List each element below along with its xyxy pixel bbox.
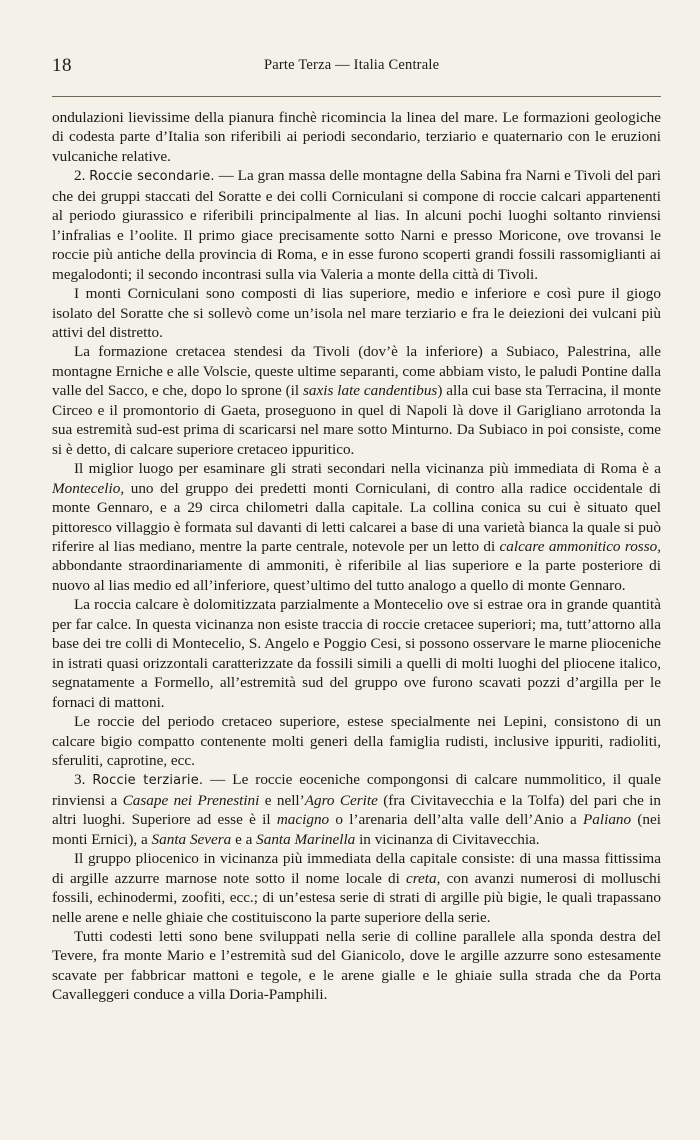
paragraph-5: Il miglior luogo per esaminare gli strati secondari nella vicinanza più immediata di Roma è a Montecelio, uno del gruppo dei predetti monti Corniculani, di contro alla radice occidentale di monte Gennaro, e a 29 circa chilometri dalla capitale. La collina conica su cui è situato quel pittoresco villaggio è formata sul davanti di letti calcarei a base di una varietà bianca la quale si può riferire al lias mediano, mentre la parte centrale, notevole per un letto di calcare ammonitico rosso, abbondante straordinariamente di ammoniti, è riferibile al lias superiore e la parte posteriore di nuovo al lias medio ed all’inferiore, quest’ultimo del tutto analogo a quello di monte Gennaro.	[52, 460, 661, 594]
paragraph-10: Tutti codesti letti sono bene sviluppati nella serie di colline parallele alla sponda destra del Tevere, fra monte Mario e l’estremità sud del Gianicolo, dove le argille azzurre sono estesamente scavate per fabbricar mattoni e tegole, e le arene gialle e le ghiaie sulla strada che da Porta Cavalleggeri conduce a villa Doria-Pamphili.	[52, 928, 661, 1004]
place-name-italic: Santa Marinella	[256, 830, 356, 848]
running-title: Parte Terza — Italia Centrale	[264, 57, 440, 73]
section-number: 3.	[74, 771, 86, 789]
paragraph-2: 2. Roccie secondarie. — La gran massa delle montagne della Sabina fra Narni e Tivoli del pari che dei gruppi staccati del Soratte e dei colli Corniculani si compone di roccie calcari appartenenti al periodo giurassico e riferibili principalmente al lias. In alcuni pochi luoghi soltanto rinviensi l’infralias e l’oolite. Il primo giace precisamente sotto Narni e presso Moricone, ove trovansi le roccie più antiche della provincia di Roma, e in esse furono scoperti grandi fossili rassomiglianti ai megalodonti; il secondo incontrasi sulla via Valeria a monte della città di Tivoli.	[52, 167, 661, 283]
latin-quote: saxis late candentibus	[302, 382, 438, 400]
running-head	[52, 55, 660, 79]
place-name-italic: Montecelio	[52, 479, 121, 497]
page-number: 18	[52, 55, 72, 76]
header-rule	[52, 96, 661, 97]
body-text	[52, 108, 661, 1005]
paragraph-4: La formazione cretacea stendesi da Tivoli (dov’è la inferiore) a Subiaco, Palestrina, alle montagne Erniche e alle Volscie, queste ultime separanti, come abbiam visto, le paludi Pontine dalla valle del Sacco, e che, dopo lo sprone (il saxis late candentibus) alla cui base sta Terracina, il monte Circeo e il promontorio di Gaeta, proseguono in quel di Napoli là dove il Garigliano arrotonda la sua estremità sud-est prima di scaricarsi nel mare sotto Minturno. Da Subiaco in poi consiste, come si è detto, di calcare superiore cretaceo ippuritico.	[52, 343, 662, 458]
section-title-roccie-secondarie: Roccie secondarie.	[89, 169, 215, 185]
paragraph-9: Il gruppo pliocenico in vicinanza più immediata della capitale consiste: di una massa fittissima di argille azzurre marnose note sotto il nome locale di creta, con avanzi numerosi di molluschi fossili, echinodermi, zoofiti, ecc.; di un’estesa serie di strati di argille più bigie, le quali trapassano nelle arene e nelle ghiaie che costituiscono la parte superiore della serie.	[52, 850, 661, 926]
term-italic: creta	[405, 869, 437, 887]
term-italic: calcare ammonitico rosso	[499, 537, 658, 555]
term-italic: macigno	[276, 811, 330, 829]
section-title-roccie-terziarie: Roccie terziarie.	[92, 773, 204, 789]
paragraph-3: I monti Corniculani sono composti di lias superiore, medio e inferiore e così pure il giogo isolato del Soratte che si sollevò come un’isola nel mare terziario e fra le deiezioni dei vulcani più attivi del distretto.	[52, 285, 661, 341]
place-name-italic: Santa Severa	[151, 830, 232, 848]
paragraph-1: ondulazioni lievissime della pianura finchè ricomincia la linea del mare. Le formazioni geologiche di codesta parte d’Italia son riferibili ai periodi secondario, terziario e quaternario con le eruzioni vulcaniche relative.	[52, 109, 661, 165]
place-name-italic: Agro Cerite	[304, 791, 378, 809]
place-name-italic: Paliano	[583, 811, 632, 829]
place-name-italic: Casape nei Prenestini	[122, 791, 260, 809]
paragraph-6: La roccia calcare è dolomitizzata parzialmente a Montecelio ove si estrae ora in grande quantità per far calce. In questa vicinanza non esiste traccia di roccie cretacee superiori; ma, tutt’attorno alla base dei tre colli di Montecelio, S. Angelo e Poggio Cesi, si possono osservare le marne plioceniche in istrati quasi orizzontali caratterizzate da fossili simili a quelli di molti luoghi del pliocene italico, segnatamente a Formello, all’estremità sud del gruppo ove furono scavati pozzi d’argilla per le fornaci di mattoni.	[52, 596, 661, 711]
section-number: 2.	[74, 167, 86, 185]
paragraph-7: Le roccie del periodo cretaceo superiore, estese specialmente nei Lepini, consistono di un calcare bigio compatto contenente molti generi della famiglia rudisti, inclusive ippuriti, radioliti, sferuliti, caprotine, ecc.	[52, 713, 661, 769]
paragraph-8: 3. Roccie terziarie. — Le roccie eoceniche compongonsi di calcare nummolitico, il quale rinviensi a Casape nei Prenestini e nell’Agro Cerite (fra Civitavecchia e la Tolfa) del pari che in altri luoghi. Superiore ad esse è il macigno o l’arenaria dell’alta valle dell’Anio a Paliano (nei monti Ernici), a Santa Severa e a Santa Marinella in vicinanza di Civitavecchia.	[52, 771, 662, 848]
